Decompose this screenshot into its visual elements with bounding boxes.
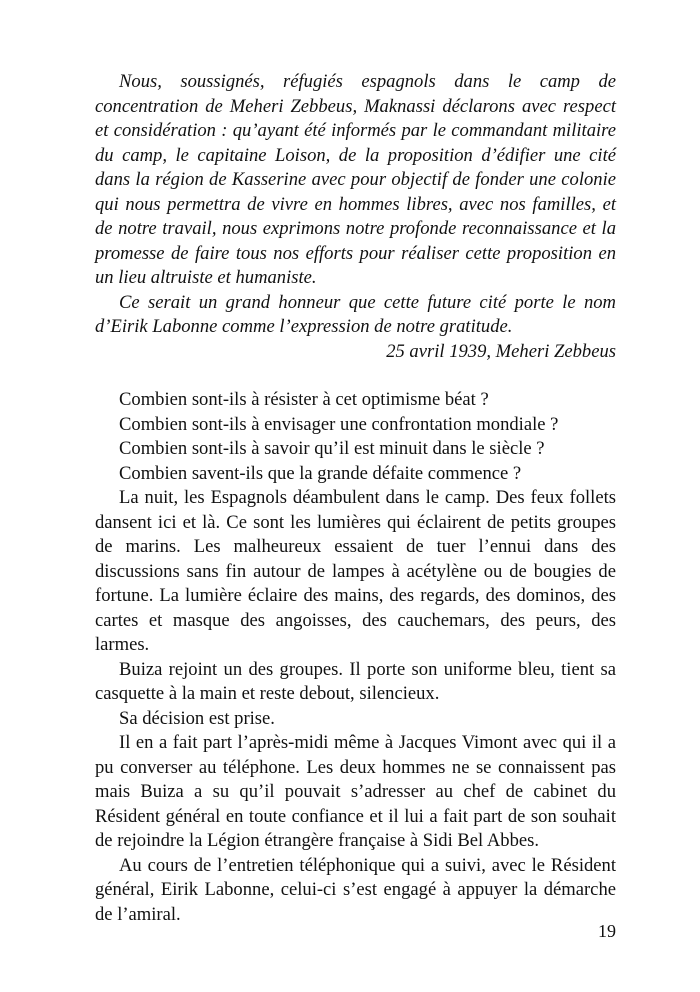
narrative-paragraph: Combien savent-ils que la grande défaite commence ?	[119, 462, 522, 484]
letter-paragraph: Nous, soussignés, réfugiés espagnols dans le camp de concentration de Meheri Zebbeus, Maknassi déclarons avec respect et considération : qu’ayant été informés par le commandant militaire du camp, le capitaine Loison, de la proposition d’édifier une cité dans la région de Kasserine avec pour objectif de fonder une colonie qui nous permettra de vivre en hommes libres, avec nos familles, et de notre travail, nous exprimons notre profonde reconnaissance et la promesse de faire tous nos efforts pour réaliser cette proposition en un lieu altruiste et humaniste.	[95, 71, 616, 288]
narrative-paragraph: La nuit, les Espagnols déambulent dans le camp. Des feux follets dansent ici et là. Ce sont les lumières qui éclairent de petits groupes de marins. Les malheureux essaient de tuer l’ennui dans des discussions sans fin autour de lampes à acétylène ou de bougies de fortune. La lumière éclaire des mains, des regards, des dominos, des cartes et masque des angoisses, des cauchemars, des peurs, des larmes.	[95, 487, 616, 655]
narrative-paragraph: Combien sont-ils à envisager une confrontation mondiale ?	[119, 413, 559, 435]
narrative-paragraph: Au cours de l’entretien téléphonique qui a suivi, avec le Résident général, Eirik Labonne, celui-ci s’est engagé à appuyer la démarche de l’amiral.	[95, 854, 616, 925]
letter-paragraph: Ce serait un grand honneur que cette future cité porte le nom d’Eirik Labonne comme l’expression de notre gratitude.	[95, 291, 616, 337]
quoted-letter	[95, 70, 616, 364]
narrative-paragraph: Buiza rejoint un des groupes. Il porte son uniforme bleu, tient sa casquette à la main et reste debout, silencieux.	[95, 658, 616, 704]
page-number: 19	[598, 921, 616, 941]
narrative-paragraph: Combien sont-ils à savoir qu’il est minuit dans le siècle ?	[119, 438, 545, 459]
narrative-text	[95, 388, 616, 927]
narrative-paragraph: Il en a fait part l’après-midi même à Jacques Vimont avec qui il a pu converser au téléphone. Les deux hommes ne se connaissent pas mais Buiza a su qu’il pouvait s’adresser au chef de cabinet du Résident général en toute confiance et il lui a fait part de son souhait de rejoindre la Légion étrangère française à Sidi Bel Abbes.	[95, 732, 616, 851]
narrative-paragraph: Combien sont-ils à résister à cet optimisme béat ?	[119, 389, 489, 410]
letter-signature: 25 avril 1939, Meheri Zebbeus	[386, 340, 616, 362]
narrative-paragraph: Sa décision est prise.	[119, 707, 275, 729]
